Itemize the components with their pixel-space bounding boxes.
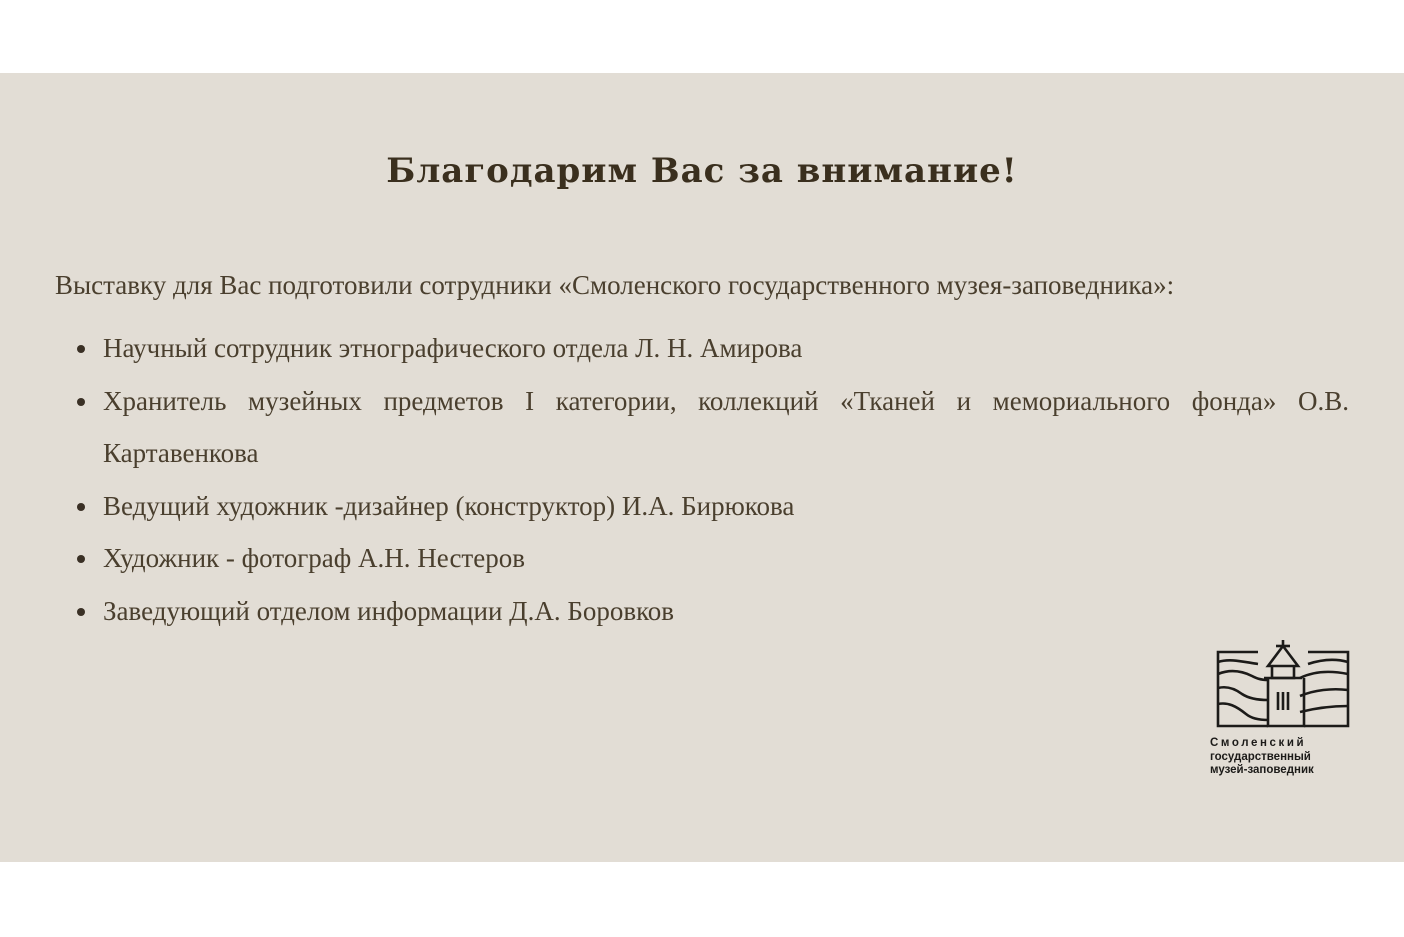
list-item — [103, 322, 1349, 375]
list-item — [103, 375, 1349, 480]
museum-logo — [1210, 640, 1355, 790]
staff-text: Хранитель музейных предметов I категории, коллекций «Тканей и мемориального фонда» О.В. Картавенкова — [103, 385, 1349, 468]
staff-text: Художник - фотограф А.Н. Нестеров — [103, 543, 525, 573]
staff-text: Заведующий отделом информации Д.А. Боровков — [103, 595, 675, 626]
list-item — [103, 480, 1349, 533]
list-item — [103, 532, 1349, 585]
staff-text: Научный сотрудник этнографического отдела Л. Н. Амирова — [103, 333, 803, 363]
bullet-icon — [77, 398, 85, 406]
intro-text: Выставку для Вас подготовили сотрудники «Смоленского государственного музея-заповедника»: — [55, 270, 1175, 300]
logo-line: Смоленский — [1210, 737, 1307, 749]
staff-list — [103, 322, 1349, 637]
logo-text — [1210, 737, 1355, 778]
bullet-icon — [77, 608, 85, 616]
logo-line: музей-заповедник — [1210, 764, 1314, 776]
slide-title: Благодарим Вас за внимание! — [386, 151, 1018, 191]
slide — [0, 73, 1404, 862]
bullet-icon — [77, 345, 85, 353]
museum-church-landscape-icon — [1216, 640, 1350, 730]
list-item — [103, 585, 1349, 638]
bullet-icon — [77, 503, 85, 511]
staff-text: Ведущий художник -дизайнер (конструктор) И.А. Бирюкова — [103, 490, 795, 521]
bullet-icon — [77, 555, 85, 563]
logo-line: государственный — [1210, 750, 1311, 763]
